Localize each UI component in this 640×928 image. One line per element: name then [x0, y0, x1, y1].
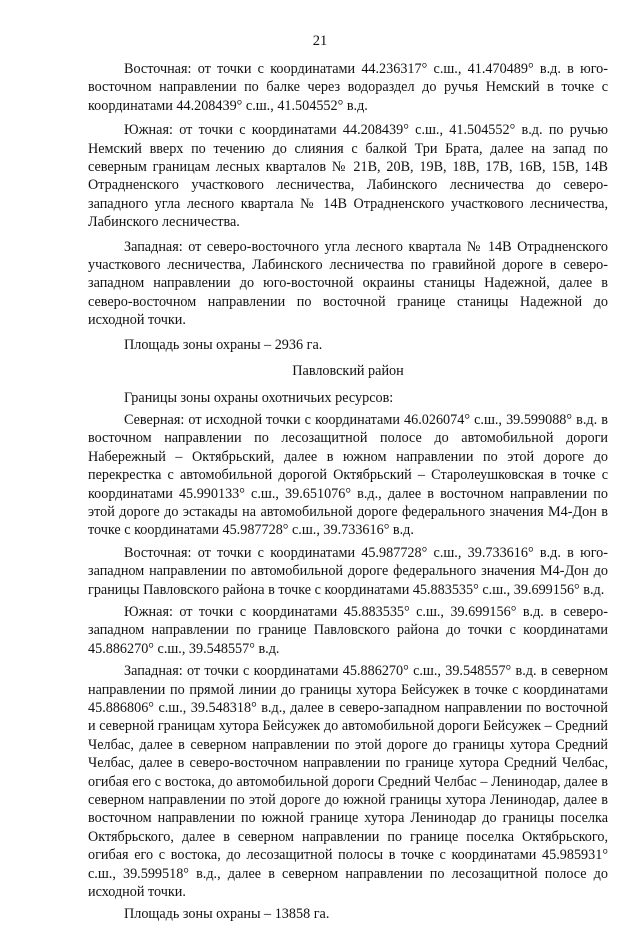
paragraph-west-boundary: Западная: от северо-восточного угла лесного квартала № 14В Отрадненского участкового лесничества, Лабинского лесничества по гравийной дороге в северо-западном направлении до юго-восточной окраины станицы Надежной, далее в северо-восточном направлении по восточной границе станицы Надежной до исходной точки.: [88, 238, 608, 329]
paragraph-area-2: Площадь зоны охраны – 13858 га.: [124, 906, 330, 923]
paragraph-east-boundary-2: Восточная: от точки с координатами 45.987728° с.ш., 39.733616° в.д. в юго-западном направлении по автомобильной дороге федерального значения М4-Дон до границы Павловского района в точке с координатами 45.883535° с.ш., 39.699156° в.д.: [88, 544, 608, 598]
page-number: 21: [312, 33, 328, 49]
paragraph-area: Площадь зоны охраны – 2936 га.: [124, 336, 323, 353]
paragraph-east-boundary: Восточная: от точки с координатами 44.236317° с.ш., 41.470489° в.д. в юго-восточном направлении по балке через водораздел до ручья Немский в точке с координатами 44.208439° с.ш., 41.504552° в.д.: [88, 61, 608, 114]
paragraph-north-boundary: Северная: от исходной точки с координатами 46.026074° с.ш., 39.599088° в.д. в восточном направлении по лесозащитной полосе до автомобильной дороги Набережный – Октябрьский, далее в южном направлении по этой дороге до перекрестка с автомобильной дорогой Октябрьский – Старолеушковская в точке с координатами 45.990133° с.ш., 39.651076° в.д., далее в восточном направлении по этой дороге до эстакады на автомобильной дороге федерального значения М4-Дон в точке с координатами 45.987728° с.ш., 39.733616° в.д.: [88, 411, 608, 539]
section-title: Павловский район: [292, 363, 404, 380]
paragraph-west-boundary-2: Западная: от точки с координатами 45.886270° с.ш., 39.548557° в.д. в северном направлении по прямой линии до границы хутора Бейсужек в точке с координатами 45.886806° с.ш., 39.548318° в.д., далее в северо-западном направлении по восточной и северной границам хутора Бейсужек до автомобильной дороги Бейсужек – Средний Челбас, далее в северном направлении по этой дороге до границы хутора Средний Челбас, далее в северо-восточном направлении по границе хутора Средний Челбас, огибая его с востока, до автомобильной дороги Средний Челбас – Ленинодар, далее в северном направлении по этой дороге до южной границы хутора Ленинодар, далее в восточном направлении по южной границе хутора Ленинодар до границы поселка Октябрьского, далее в северном направлении по границе поселка Октябрьского, огибая его с востока, до лесозащитной полосы в точке с координатами 45.985931° с.ш., 39.599518° в.д., далее в северном направлении по лесозащитной полосе до исходной точки.: [88, 663, 608, 901]
paragraph-boundaries-heading: Границы зоны охраны охотничьих ресурсов:: [124, 389, 394, 406]
paragraph-south-boundary-2: Южная: от точки с координатами 45.883535° с.ш., 39.699156° в.д. в северо-западном направлении по границе Павловского района до точки с координатами 45.886270° с.ш., 39.548557° в.д.: [88, 603, 608, 657]
paragraph-south-boundary: Южная: от точки с координатами 44.208439° с.ш., 41.504552° в.д. по ручью Немский вверх по течению до слияния с балкой Три Брата, далее на запад по северным границам лесных кварталов № 21В, 20В, 19В, 18В, 17В, 16В, 15В, 14В Отрадненского участкового лесничества, Лабинского лесничества до северо-западного угла лесного квартала № 14В Отрадненского участкового лесничества, Лабинского лесничества.: [88, 122, 608, 231]
document-body: [88, 60, 608, 928]
